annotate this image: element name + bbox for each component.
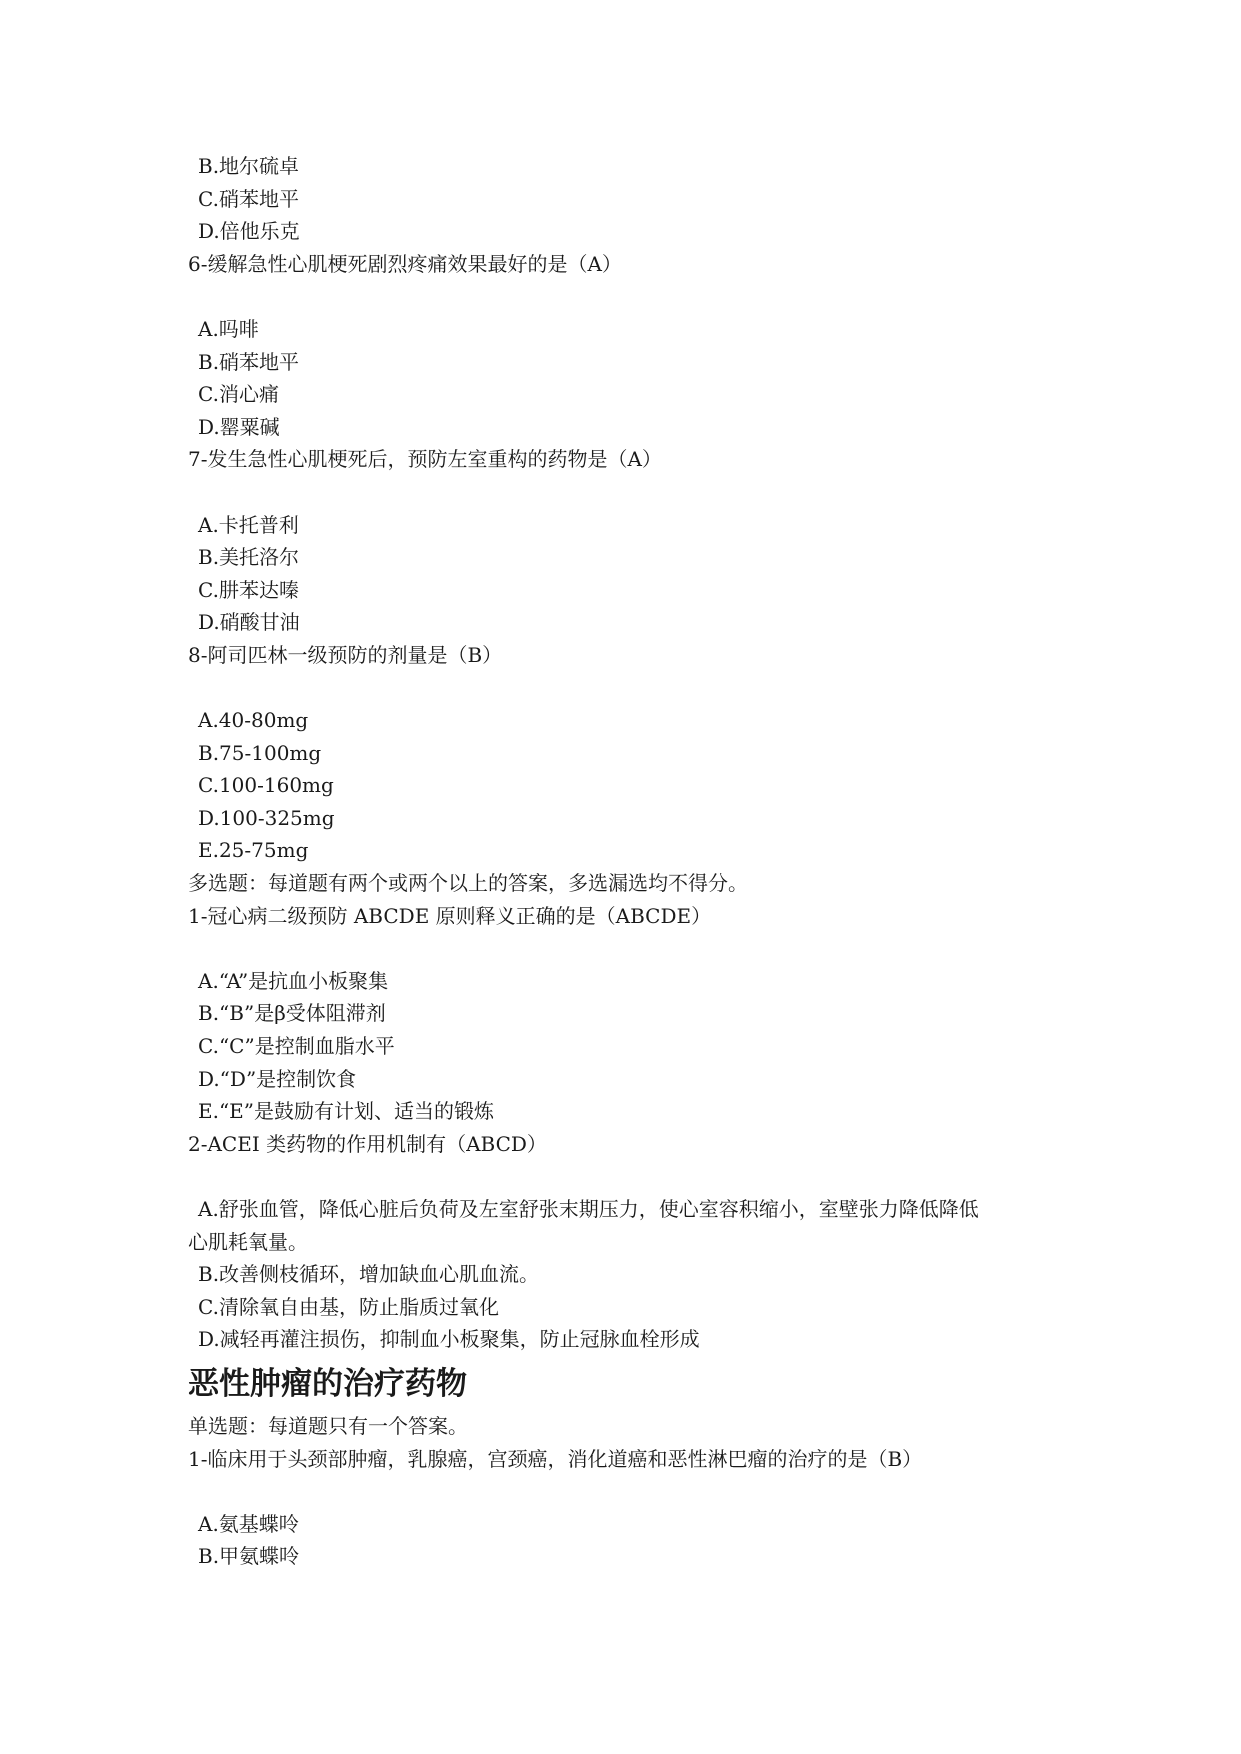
option-q5-c: C.硝苯地平 xyxy=(198,186,299,211)
option-q8-d: D.100-325mg xyxy=(198,805,335,830)
question-6-stem: 6-缓解急性心肌梗死剧烈疼痛效果最好的是（A） xyxy=(188,251,622,276)
spacer xyxy=(188,672,1068,705)
option-m2-d: D.减轻再灌注损伤，抑制血小板聚集，防止冠脉血栓形成 xyxy=(198,1327,700,1352)
option-q5-b: B.地尔硫卓 xyxy=(198,154,300,178)
option-q5-d: D.倍他乐克 xyxy=(198,219,300,244)
option-q6-d: D.罂粟碱 xyxy=(198,414,280,439)
option-m1-a: A.“A”是抗血小板聚集 xyxy=(198,968,389,993)
spacer xyxy=(188,476,1068,509)
spacer xyxy=(188,280,1068,313)
question-8-stem: 8-阿司匹林一级预防的剂量是（B） xyxy=(188,642,503,667)
option-q6-a: A.吗啡 xyxy=(198,316,259,341)
option-q6-b: B.硝苯地平 xyxy=(198,349,300,374)
option-q7-d: D.硝酸甘油 xyxy=(198,610,300,635)
spacer xyxy=(188,1160,1068,1193)
spacer xyxy=(188,932,1068,965)
option-q8-c: C.100-160mg xyxy=(198,773,334,798)
spacer xyxy=(188,1475,1068,1508)
option-m2-c: C.清除氧自由基，防止脂质过氧化 xyxy=(198,1294,499,1319)
question-7-stem: 7-发生急性心肌梗死后，预防左室重构的药物是（A） xyxy=(188,447,662,472)
option-q7-a: A.卡托普利 xyxy=(198,512,299,537)
option-m2-b: B.改善侧枝循环，增加缺血心肌血流。 xyxy=(198,1262,540,1287)
option-q8-a: A.40-80mg xyxy=(198,708,309,733)
option-q8-b: B.75-100mg xyxy=(198,740,322,765)
section-heading: 恶性肿瘤的治疗药物 xyxy=(188,1365,467,1402)
option-m1-d: D.“D”是控制饮食 xyxy=(198,1066,357,1091)
option-q6-c: C.消心痛 xyxy=(198,382,279,407)
option-q7-b: B.美托洛尔 xyxy=(198,545,300,570)
option-q7-c: C.肼苯达嗪 xyxy=(198,577,299,602)
single-question-1-stem: 1-临床用于头颈部肿瘤，乳腺癌，宫颈癌，消化道癌和恶性淋巴瘤的治疗的是（B） xyxy=(188,1446,923,1471)
option-m1-c: C.“C”是控制血脂水平 xyxy=(198,1034,395,1059)
option-m2-a-line2: 心肌耗氧量。 xyxy=(188,1229,308,1254)
option-s1-b: B.甲氨蝶呤 xyxy=(198,1544,300,1569)
option-s1-a: A.氨基蝶呤 xyxy=(198,1511,299,1536)
multi-question-1-stem: 1-冠心病二级预防 ABCDE 原则释义正确的是（ABCDE） xyxy=(188,903,712,928)
option-m1-b: B.“B”是β受体阻滞剂 xyxy=(198,1001,386,1026)
option-m2-a-line1: A.舒张血管，降低心脏后负荷及左室舒张末期压力，使心室容积缩小，室壁张力降低降低 xyxy=(198,1197,979,1221)
option-q8-e: E.25-75mg xyxy=(198,838,309,863)
multi-choice-intro: 多选题：每道题有两个或两个以上的答案，多选漏选均不得分。 xyxy=(188,871,748,896)
multi-question-2-stem: 2-ACEI 类药物的作用机制有（ABCD） xyxy=(188,1131,547,1156)
single-choice-intro: 单选题：每道题只有一个答案。 xyxy=(188,1413,468,1438)
document-body xyxy=(188,150,1068,1573)
option-m1-e: E.“E”是鼓励有计划、适当的锻炼 xyxy=(198,1099,495,1124)
